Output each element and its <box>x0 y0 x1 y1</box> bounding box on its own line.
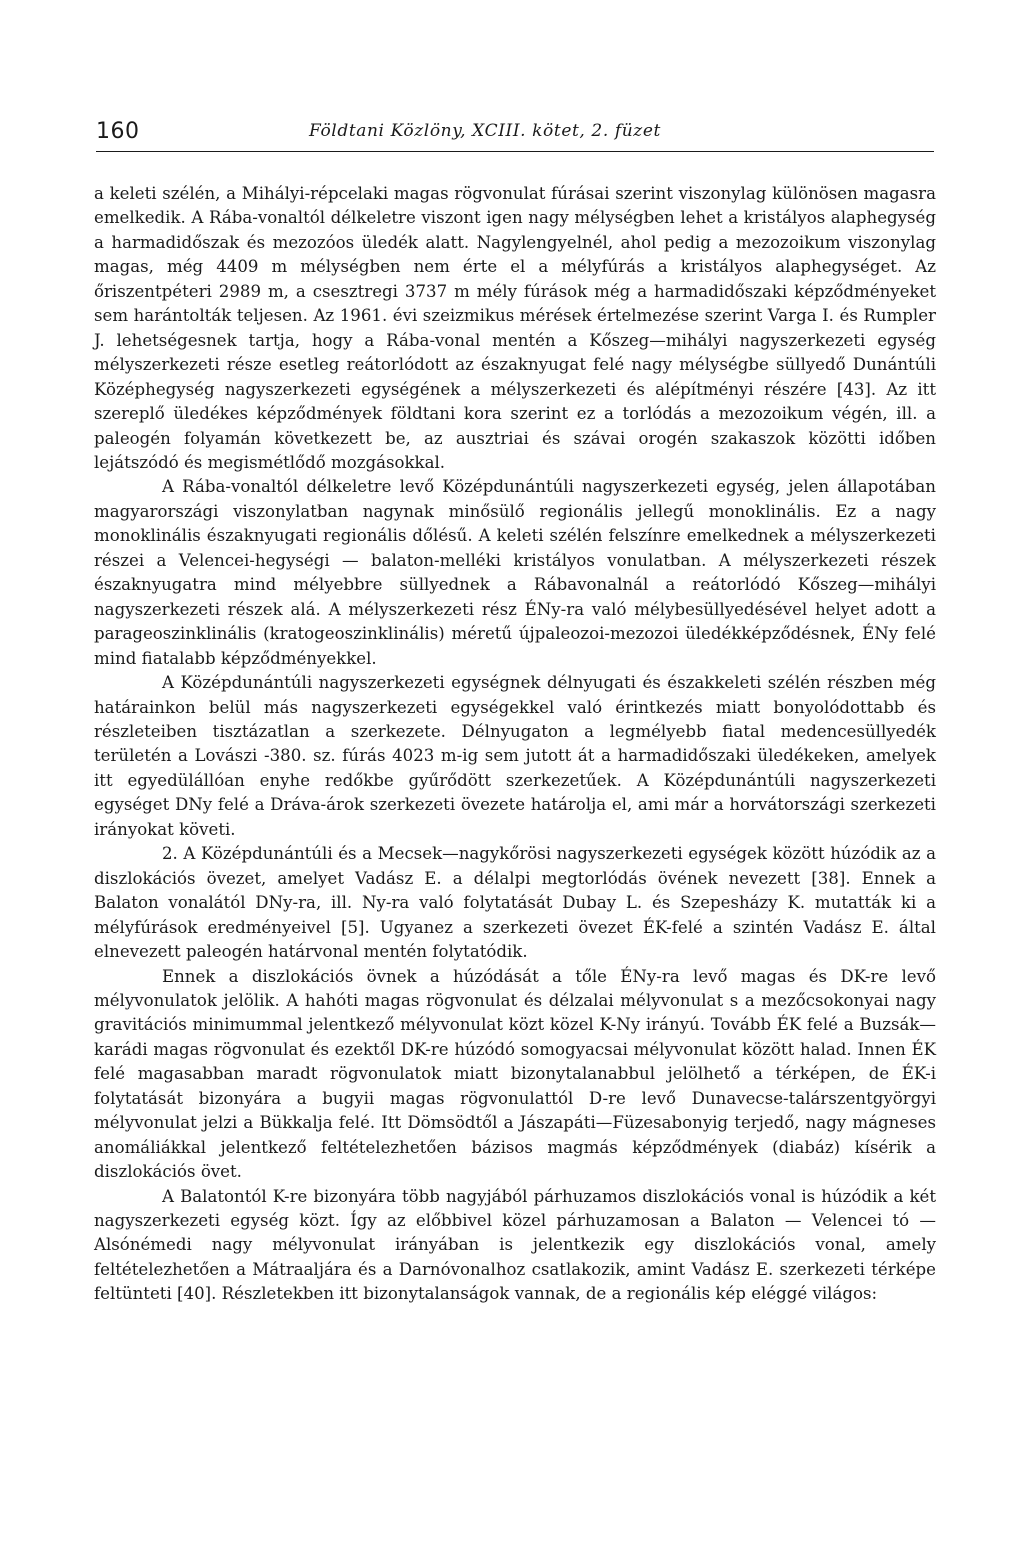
page-header <box>96 117 934 152</box>
running-head: Földtani Közlöny, XCIII. kötet, 2. füzet <box>309 121 661 141</box>
body-text <box>94 182 936 1307</box>
paragraph-2: A Rába-vonaltól délkeletre levő Középdunántúli nagyszerkezeti egység, jelen állapotában magyarországi viszonylatban nagynak minősülő regionális jellegű monoklinális. Ez a nagy monoklinális északnyugati regionális dőlésű. A keleti szélén felszínre emelkednek a mélyszerkezeti részei a Velencei-hegységi — balaton-melléki kristályos vonulatban. A mélyszerkezeti részek északnyugatra mind mélyebbre süllyednek a Rábavonalnál a reátorlódó Kőszeg—mihályi nagyszerkezeti részek alá. A mélyszerkezeti rész ÉNy-ra való mélybesüllyedésével helyet adott a parageoszinklinális (kratogeoszinklinális) méretű újpaleozoi-mezozoi üledékképződésnek, ÉNy felé mind fiatalabb képződményekkel. <box>94 477 936 668</box>
paragraph-3: A Középdunántúli nagyszerkezeti egységnek délnyugati és északkeleti szélén részben még határainkon belül más nagyszerkezeti egységekkel való érintkezés miatt bonyolódottabb és részleteiben tisztázatlan a szerkezete. Délnyugaton a legmélyebb fiatal medencesüllyedék területén a Lovászi -380. sz. fúrás 4023 m-ig sem jutott át a harmadidőszaki üledékeken, amelyek itt egyedülállóan enyhe redőkbe gyűrődött szerkezetűek. A Középdunántúli nagyszerkezeti egységet DNy felé a Dráva-árok szerkezeti övezete határolja el, ami már a horvátországi szerkezeti irányokat követi. <box>94 673 936 839</box>
paragraph-1: a keleti szélén, a Mihályi-répcelaki magas rögvonulat fúrásai szerint viszonylag különösen magasra emelkedik. A Rába-vonaltól délkeletre viszont igen nagy mélységben lehet a kristályos alaphegység a harmadidőszak és mezozóos üledék alatt. Nagylengyelnél, ahol pedig a mezozoikum viszonylag magas, még 4409 m mélységben nem érte el a mélyfúrás a kristályos alaphegységet. Az őriszentpéteri 2989 m, a csesztregi 3737 m mély fúrások még a harmadidőszaki képződményeket sem harántolták teljesen. Az 1961. évi szeizmikus mérések értelmezése szerint Varga I. és Rumpler J. lehetségesnek tartja, hogy a Rába-vonal mentén a Kőszeg—mihályi nagyszerkezeti egység mélyszerkezeti része esetleg reátorlódott az északnyugat felé nagy mélységbe süllyedő Dunántúli Középhegység nagyszerkezeti egységének a mélyszerkezeti és alépítményi részére [43]. Az itt szereplő üledékes képződmények földtani kora szerint ez a torlódás a mezozoikum végén, ill. a paleogén folyamán következett be, az ausztriai és szávai orogén szakaszok közötti időben lejátszódó és megismétlődő mozgásokkal. <box>94 184 936 472</box>
paragraph-6: A Balatontól K-re bizonyára több nagyjából párhuzamos diszlokációs vonal is húzódik a két nagyszerkezeti egység közt. Így az előbbivel közel párhuzamosan a Balaton — Velencei tó — Alsónémedi nagy mélyvonulat irányában is jelentkezik egy diszlokációs vonal, amely feltételezhetően a Mátraaljára és a Darnóvonalhoz csatlakozik, amint Vadász E. szerkezeti térképe feltünteti [40]. Részletekben itt bizonytalanságok vannak, de a regionális kép eléggé világos: <box>94 1186 936 1304</box>
paragraph-4: 2. A Középdunántúli és a Mecsek—nagykőrösi nagyszerkezeti egységek között húzódik az a diszlokációs övezet, amelyet Vadász E. a délalpi megtorlódás övének nevezett [38]. Ennek a Balaton vonalától DNy-ra, ill. Ny-ra való folytatását Dubay L. és Szepesházy K. mutatták ki a mélyfúrások eredményeivel [5]. Ugyanez a szerkezeti övezet ÉK-felé a szintén Vadász E. által elnevezett paleogén határvonal mentén folytatódik. <box>94 844 936 962</box>
paragraph-5: Ennek a diszlokációs övnek a húzódását a tőle ÉNy-ra levő magas és DK-re levő mélyvonulatok jelölik. A hahóti magas rögvonulat és délzalai mélyvonulat s a mezőcsokonyai nagy gravitációs minimummal jelentkező mélyvonulat közt közel K-Ny irányú. Tovább ÉK felé a Buzsák—karádi magas rögvonulat és ezektől DK-re húzódó somogyacsai mélyvonulat között halad. Innen ÉK felé magasabban maradt rögvonulatok miatt bizonytalanabbul jelölhető a térképen, de ÉK-i folytatását bizonyára a bugyii magas rögvonulattól D-re levő Dunavecse-talárszentgyörgyi mélyvonulat jelzi a Bükkalja felé. Itt Dömsödtől a Jászapáti—Füzesabonyig terjedő, nagy mágneses anomáliákkal jelentkező feltételezhetően bázisos magmás képződmények (diabáz) kísérik a diszlokációs övet. <box>94 966 936 1182</box>
page-number: 160 <box>96 119 140 144</box>
